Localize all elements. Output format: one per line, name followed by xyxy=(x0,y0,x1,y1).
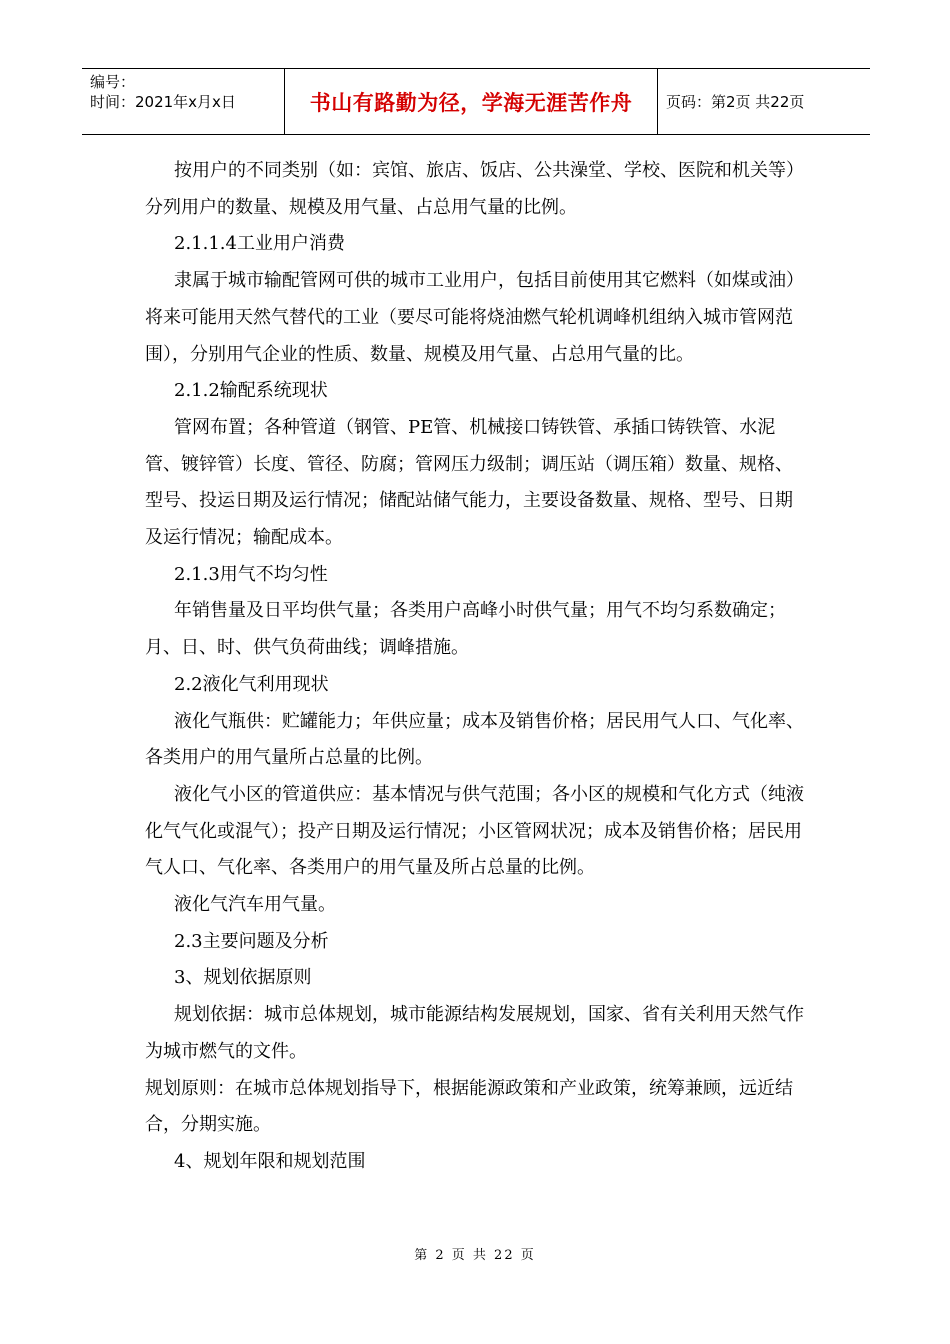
section-heading: 2.2液化气利用现状 xyxy=(174,673,329,695)
page-footer: 第 2 页 共 22 页 xyxy=(414,1248,536,1263)
paragraph: 隶属于城市输配管网可供的城市工业用户，包括目前使用其它燃料（如煤或油）将来可能用天然气替代的工业（要尽可能将烧油燃气轮机调峰机组纳入城市管网范围），分别用气企业的性质、数量、规模及用气量、占总用气量的比。 xyxy=(145,270,804,365)
section-heading: 2.3主要问题及分析 xyxy=(174,930,329,952)
paragraph: 规划原则：在城市总体规划指导下，根据能源政策和产业政策，统筹兼顾，远近结合，分期实施。 xyxy=(145,1077,793,1136)
paragraph: 液化气小区的管道供应：基本情况与供气范围；各小区的规模和气化方式（纯液化气气化或混气）；投产日期及运行情况；小区管网状况；成本及销售价格；居民用气人口、气化率、各类用户的用气量及所占总量的比例。 xyxy=(145,783,804,879)
section-heading: 2.1.2输配系统现状 xyxy=(174,380,328,402)
header-motto: 书山有路勤为径，学海无涯苦作舟 xyxy=(284,69,658,134)
paragraph: 管网布置；各种管道（钢管、PE管、机械接口铸铁管、承插口铸铁管、水泥管、镀锌管）长度、管径、防腐；管网压力级制；调压站（调压箱）数量、规格、型号、投运日期及运行情况；储配站储气能力，主要设备数量、规格、型号、日期及运行情况；输配成本。 xyxy=(145,416,793,549)
document-body xyxy=(145,153,810,1181)
paragraph: 规划依据：城市总体规划，城市能源结构发展规划，国家、省有关利用天然气作为城市燃气的文件。 xyxy=(145,1004,804,1062)
paragraph: 按用户的不同类别（如：宾馆、旅店、饭店、公共澡堂、学校、医院和机关等）分列用户的数量、规模及用气量、占总用气量的比例。 xyxy=(145,160,804,218)
date-text: 时间：2021年x月x日 xyxy=(90,93,236,111)
section-heading: 4、规划年限和规划范围 xyxy=(174,1150,366,1172)
number-label: 编号： xyxy=(90,73,136,91)
header-meta xyxy=(82,69,284,134)
section-heading: 3、规划依据原则 xyxy=(174,967,312,989)
section-heading: 2.1.1.4工业用户消费 xyxy=(174,233,345,255)
page-header xyxy=(82,68,870,135)
section-heading: 2.1.3用气不均匀性 xyxy=(174,563,328,585)
paragraph: 年销售量及日平均供气量；各类用户高峰小时供气量；用气不均匀系数确定；月、日、时、供气负荷曲线；调峰措施。 xyxy=(145,600,786,659)
paragraph: 液化气瓶供：贮罐能力；年供应量；成本及销售价格；居民用气人口、气化率、各类用户的用气量所占总量的比例。 xyxy=(145,710,804,769)
header-page-info: 页码：第2页 共22页 xyxy=(666,93,805,111)
paragraph: 液化气汽车用气量。 xyxy=(174,894,336,916)
